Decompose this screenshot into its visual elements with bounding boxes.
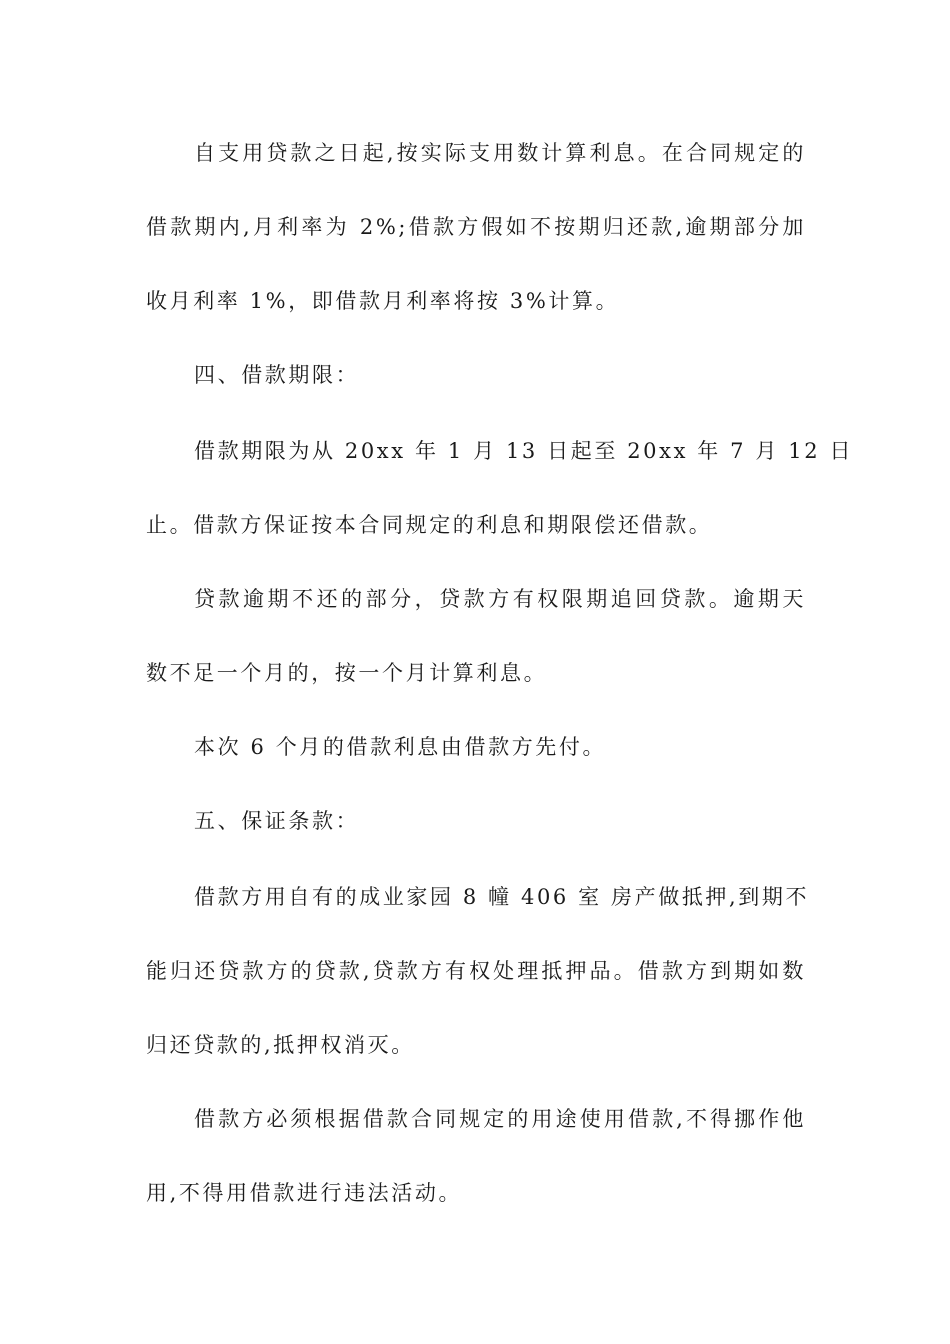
section-heading-loan-term: 四、借款期限： [194,363,360,387]
paragraph-interest-line-2: 借款期内,月利率为 2%;借款方假如不按期归还款,逾期部分加 [146,215,806,239]
section-heading-guarantee: 五、保证条款： [194,809,360,833]
paragraph-usage-line-2: 用,不得用借款进行违法活动。 [146,1181,463,1205]
paragraph-mortgage-line-1: 借款方用自有的成业家园 8 幢 406 室 房产做抵押,到期不 [194,885,810,909]
paragraph-term-line-1: 借款期限为从 20xx 年 1 月 13 日起至 20xx 年 7 月 12 日 [194,439,854,463]
paragraph-mortgage-line-2: 能归还贷款方的贷款,贷款方有权处理抵押品。借款方到期如数 [146,959,806,983]
paragraph-interest-line-3: 收月利率 1%，即借款月利率将按 3%计算。 [146,289,620,313]
paragraph-prepaid-interest: 本次 6 个月的借款利息由借款方先付。 [194,735,607,759]
paragraph-usage-line-1: 借款方必须根据借款合同规定的用途使用借款,不得挪作他 [194,1107,806,1131]
paragraph-term-line-2: 止。借款方保证按本合同规定的利息和期限偿还借款。 [146,513,713,537]
paragraph-overdue-line-2: 数不足一个月的，按一个月计算利息。 [146,661,548,685]
paragraph-overdue-line-1: 贷款逾期不还的部分，贷款方有权限期追回贷款。逾期天 [194,587,806,611]
paragraph-interest-line-1: 自支用贷款之日起,按实际支用数计算利息。在合同规定的 [194,141,806,165]
paragraph-mortgage-line-3: 归还贷款的,抵押权消灭。 [146,1033,415,1057]
